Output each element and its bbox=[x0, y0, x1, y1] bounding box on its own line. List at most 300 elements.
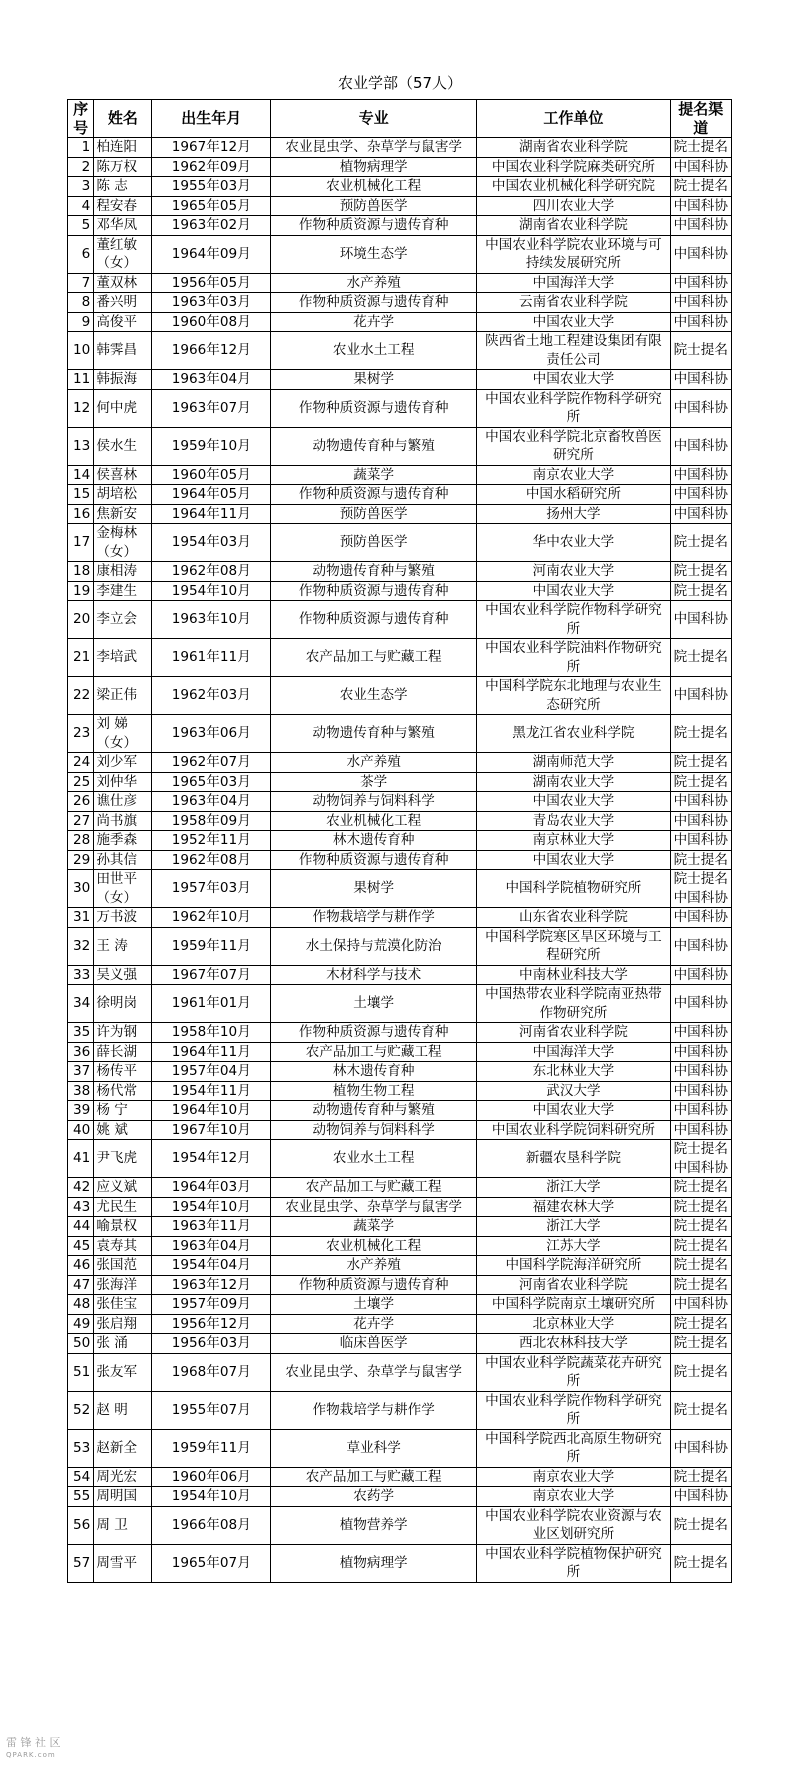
cell-employer: 中国农业大学 bbox=[477, 370, 670, 390]
cell-employer: 中国科学院西北高原生物研究所 bbox=[477, 1429, 670, 1467]
cell-birth: 1963年04月 bbox=[152, 370, 271, 390]
cell-index: 40 bbox=[68, 1120, 94, 1140]
cell-birth: 1963年12月 bbox=[152, 1275, 271, 1295]
cell-employer: 中国农业科学院麻类研究所 bbox=[477, 157, 670, 177]
col-header-birth: 出生年月 bbox=[152, 100, 271, 138]
cell-name: 张国范 bbox=[94, 1256, 152, 1276]
cell-index: 13 bbox=[68, 427, 94, 465]
table-row bbox=[68, 427, 732, 465]
cell-name: 韩霁昌 bbox=[94, 332, 152, 370]
cell-index: 8 bbox=[68, 293, 94, 313]
cell-name: 柏连阳 bbox=[94, 138, 152, 158]
cell-employer: 北京林业大学 bbox=[477, 1314, 670, 1334]
cell-index: 18 bbox=[68, 562, 94, 582]
cell-employer: 湖南农业大学 bbox=[477, 772, 670, 792]
cell-name: 梁正伟 bbox=[94, 677, 152, 715]
cell-major: 水产养殖 bbox=[271, 753, 477, 773]
cell-major: 作物种质资源与遗传育种 bbox=[271, 850, 477, 870]
cell-major: 环境生态学 bbox=[271, 235, 477, 273]
col-header-major: 专业 bbox=[271, 100, 477, 138]
cell-employer: 中国农业科学院植物保护研究所 bbox=[477, 1544, 670, 1582]
cell-birth: 1965年07月 bbox=[152, 1544, 271, 1582]
cell-employer: 湖南师范大学 bbox=[477, 753, 670, 773]
cell-major: 果树学 bbox=[271, 870, 477, 908]
cell-nomination: 中国科协 bbox=[670, 677, 732, 715]
cell-major: 动物饲养与饲料科学 bbox=[271, 792, 477, 812]
cell-major: 水产养殖 bbox=[271, 1256, 477, 1276]
cell-nomination: 中国科协 bbox=[670, 1429, 732, 1467]
cell-index: 29 bbox=[68, 850, 94, 870]
cell-major: 蔬菜学 bbox=[271, 1217, 477, 1237]
cell-birth: 1955年03月 bbox=[152, 177, 271, 197]
cell-index: 51 bbox=[68, 1353, 94, 1391]
cell-major: 植物营养学 bbox=[271, 1506, 477, 1544]
table-row bbox=[68, 370, 732, 390]
cell-birth: 1963年02月 bbox=[152, 216, 271, 236]
table-row bbox=[68, 908, 732, 928]
cell-nomination: 中国科协 bbox=[670, 370, 732, 390]
cell-employer: 中国农业科学院农业资源与农业区划研究所 bbox=[477, 1506, 670, 1544]
cell-major: 农业机械化工程 bbox=[271, 177, 477, 197]
cell-major: 作物种质资源与遗传育种 bbox=[271, 216, 477, 236]
cell-index: 25 bbox=[68, 772, 94, 792]
table-row bbox=[68, 1023, 732, 1043]
cell-nomination: 院士提名 bbox=[670, 1353, 732, 1391]
cell-nomination: 中国科协 bbox=[670, 235, 732, 273]
cell-employer: 中国农业科学院蔬菜花卉研究所 bbox=[477, 1353, 670, 1391]
cell-index: 10 bbox=[68, 332, 94, 370]
cell-index: 6 bbox=[68, 235, 94, 273]
cell-name: 高俊平 bbox=[94, 312, 152, 332]
table-row bbox=[68, 1062, 732, 1082]
cell-birth: 1954年10月 bbox=[152, 1197, 271, 1217]
cell-major: 农业生态学 bbox=[271, 677, 477, 715]
cell-employer: 湖南省农业科学院 bbox=[477, 216, 670, 236]
cell-employer: 中国农业科学院作物科学研究所 bbox=[477, 389, 670, 427]
cell-name: 赵 明 bbox=[94, 1391, 152, 1429]
cell-nomination: 院士提名 bbox=[670, 138, 732, 158]
cell-major: 作物种质资源与遗传育种 bbox=[271, 389, 477, 427]
table-row bbox=[68, 1353, 732, 1391]
table-row bbox=[68, 465, 732, 485]
table-row bbox=[68, 157, 732, 177]
cell-birth: 1954年12月 bbox=[152, 1140, 271, 1178]
cell-nomination: 中国科协 bbox=[670, 1487, 732, 1507]
cell-employer: 中国农业大学 bbox=[477, 1101, 670, 1121]
cell-birth: 1954年10月 bbox=[152, 1487, 271, 1507]
cell-employer: 浙江大学 bbox=[477, 1178, 670, 1198]
cell-employer: 扬州大学 bbox=[477, 504, 670, 524]
cell-birth: 1956年12月 bbox=[152, 1314, 271, 1334]
cell-nomination: 中国科协 bbox=[670, 427, 732, 465]
cell-index: 4 bbox=[68, 196, 94, 216]
cell-name: 金梅林（女） bbox=[94, 524, 152, 562]
cell-name: 应义斌 bbox=[94, 1178, 152, 1198]
cell-employer: 中国科学院东北地理与农业生态研究所 bbox=[477, 677, 670, 715]
cell-name: 何中虎 bbox=[94, 389, 152, 427]
table-row bbox=[68, 753, 732, 773]
cell-major: 茶学 bbox=[271, 772, 477, 792]
cell-index: 23 bbox=[68, 715, 94, 753]
cell-index: 47 bbox=[68, 1275, 94, 1295]
cell-birth: 1959年11月 bbox=[152, 1429, 271, 1467]
cell-birth: 1962年07月 bbox=[152, 753, 271, 773]
cell-name: 薛长湖 bbox=[94, 1042, 152, 1062]
cell-major: 土壤学 bbox=[271, 985, 477, 1023]
cell-nomination: 中国科协 bbox=[670, 312, 732, 332]
table-row bbox=[68, 927, 732, 965]
cell-index: 3 bbox=[68, 177, 94, 197]
cell-nomination: 院士提名 bbox=[670, 1544, 732, 1582]
cell-major: 农产品加工与贮藏工程 bbox=[271, 639, 477, 677]
cell-index: 50 bbox=[68, 1334, 94, 1354]
cell-birth: 1962年09月 bbox=[152, 157, 271, 177]
cell-name: 李培武 bbox=[94, 639, 152, 677]
cell-nomination: 中国科协 bbox=[670, 273, 732, 293]
table-row bbox=[68, 1334, 732, 1354]
cell-major: 林木遗传育种 bbox=[271, 1062, 477, 1082]
cell-nomination: 中国科协 bbox=[670, 792, 732, 812]
cell-nomination: 中国科协 bbox=[670, 1042, 732, 1062]
cell-name: 王 涛 bbox=[94, 927, 152, 965]
cell-major: 作物种质资源与遗传育种 bbox=[271, 581, 477, 601]
cell-major: 水土保持与荒漠化防治 bbox=[271, 927, 477, 965]
cell-birth: 1964年11月 bbox=[152, 1042, 271, 1062]
cell-name: 周光宏 bbox=[94, 1467, 152, 1487]
cell-nomination: 中国科协 bbox=[670, 157, 732, 177]
cell-birth: 1963年10月 bbox=[152, 601, 271, 639]
table-row bbox=[68, 831, 732, 851]
cell-name: 施季森 bbox=[94, 831, 152, 851]
cell-major: 花卉学 bbox=[271, 1314, 477, 1334]
cell-major: 农业水土工程 bbox=[271, 1140, 477, 1178]
cell-nomination: 院士提名 bbox=[670, 753, 732, 773]
cell-employer: 中国农业机械化科学研究院 bbox=[477, 177, 670, 197]
cell-employer: 中国农业大学 bbox=[477, 792, 670, 812]
cell-nomination: 院士提名 bbox=[670, 1334, 732, 1354]
cell-name: 孙其信 bbox=[94, 850, 152, 870]
table-row bbox=[68, 639, 732, 677]
cell-nomination: 中国科协 bbox=[670, 196, 732, 216]
table-row bbox=[68, 715, 732, 753]
cell-nomination: 院士提名 bbox=[670, 581, 732, 601]
cell-major: 预防兽医学 bbox=[271, 504, 477, 524]
table-row bbox=[68, 1197, 732, 1217]
table-row bbox=[68, 1236, 732, 1256]
academician-candidates-table bbox=[67, 99, 732, 1583]
cell-index: 7 bbox=[68, 273, 94, 293]
cell-name: 杨 宁 bbox=[94, 1101, 152, 1121]
cell-index: 34 bbox=[68, 985, 94, 1023]
cell-birth: 1961年01月 bbox=[152, 985, 271, 1023]
table-row bbox=[68, 196, 732, 216]
cell-nomination: 中国科协 bbox=[670, 908, 732, 928]
cell-name: 程安春 bbox=[94, 196, 152, 216]
cell-employer: 黑龙江省农业科学院 bbox=[477, 715, 670, 753]
cell-major: 动物遗传育种与繁殖 bbox=[271, 562, 477, 582]
cell-major: 花卉学 bbox=[271, 312, 477, 332]
table-row bbox=[68, 524, 732, 562]
cell-employer: 云南省农业科学院 bbox=[477, 293, 670, 313]
cell-nomination: 院士提名 中国科协 bbox=[670, 1140, 732, 1178]
cell-employer: 华中农业大学 bbox=[477, 524, 670, 562]
cell-name: 姚 斌 bbox=[94, 1120, 152, 1140]
cell-name: 袁寿其 bbox=[94, 1236, 152, 1256]
cell-index: 1 bbox=[68, 138, 94, 158]
table-row bbox=[68, 1506, 732, 1544]
cell-employer: 中国科学院海洋研究所 bbox=[477, 1256, 670, 1276]
cell-nomination: 院士提名 bbox=[670, 1506, 732, 1544]
cell-name: 焦新安 bbox=[94, 504, 152, 524]
watermark-logo: 雷 锋 社 区 QPARK.com bbox=[6, 1736, 61, 1759]
cell-major: 果树学 bbox=[271, 370, 477, 390]
cell-nomination: 中国科协 bbox=[670, 485, 732, 505]
cell-index: 45 bbox=[68, 1236, 94, 1256]
cell-nomination: 院士提名 bbox=[670, 332, 732, 370]
cell-employer: 中国农业大学 bbox=[477, 850, 670, 870]
cell-index: 20 bbox=[68, 601, 94, 639]
cell-index: 33 bbox=[68, 965, 94, 985]
cell-major: 农业昆虫学、杂草学与鼠害学 bbox=[271, 138, 477, 158]
cell-nomination: 中国科协 bbox=[670, 1062, 732, 1082]
table-row bbox=[68, 772, 732, 792]
cell-birth: 1968年07月 bbox=[152, 1353, 271, 1391]
table-row bbox=[68, 792, 732, 812]
cell-birth: 1966年12月 bbox=[152, 332, 271, 370]
table-row bbox=[68, 1256, 732, 1276]
cell-name: 万书波 bbox=[94, 908, 152, 928]
cell-index: 14 bbox=[68, 465, 94, 485]
cell-name: 陈 志 bbox=[94, 177, 152, 197]
cell-index: 31 bbox=[68, 908, 94, 928]
cell-name: 番兴明 bbox=[94, 293, 152, 313]
cell-birth: 1962年08月 bbox=[152, 850, 271, 870]
cell-name: 吴义强 bbox=[94, 965, 152, 985]
cell-major: 农产品加工与贮藏工程 bbox=[271, 1042, 477, 1062]
cell-name: 徐明岗 bbox=[94, 985, 152, 1023]
cell-birth: 1957年09月 bbox=[152, 1295, 271, 1315]
cell-index: 28 bbox=[68, 831, 94, 851]
cell-birth: 1963年11月 bbox=[152, 1217, 271, 1237]
cell-index: 41 bbox=[68, 1140, 94, 1178]
cell-birth: 1967年12月 bbox=[152, 138, 271, 158]
cell-nomination: 院士提名 bbox=[670, 1197, 732, 1217]
table-row bbox=[68, 1429, 732, 1467]
cell-name: 胡培松 bbox=[94, 485, 152, 505]
cell-birth: 1963年07月 bbox=[152, 389, 271, 427]
cell-major: 植物病理学 bbox=[271, 157, 477, 177]
cell-index: 15 bbox=[68, 485, 94, 505]
cell-major: 作物种质资源与遗传育种 bbox=[271, 485, 477, 505]
cell-nomination: 中国科协 bbox=[670, 1120, 732, 1140]
table-row bbox=[68, 138, 732, 158]
cell-index: 56 bbox=[68, 1506, 94, 1544]
cell-birth: 1961年11月 bbox=[152, 639, 271, 677]
cell-nomination: 中国科协 bbox=[670, 1101, 732, 1121]
cell-nomination: 中国科协 bbox=[670, 1023, 732, 1043]
page-title: 农业学部（57人） bbox=[337, 74, 463, 92]
cell-nomination: 中国科协 bbox=[670, 927, 732, 965]
cell-major: 农业昆虫学、杂草学与鼠害学 bbox=[271, 1197, 477, 1217]
table-row bbox=[68, 1042, 732, 1062]
cell-index: 26 bbox=[68, 792, 94, 812]
cell-index: 36 bbox=[68, 1042, 94, 1062]
table-header-row bbox=[68, 100, 732, 138]
cell-employer: 河南省农业科学院 bbox=[477, 1275, 670, 1295]
cell-index: 39 bbox=[68, 1101, 94, 1121]
cell-index: 52 bbox=[68, 1391, 94, 1429]
cell-major: 土壤学 bbox=[271, 1295, 477, 1315]
cell-employer: 中国水稻研究所 bbox=[477, 485, 670, 505]
cell-birth: 1955年07月 bbox=[152, 1391, 271, 1429]
cell-birth: 1965年03月 bbox=[152, 772, 271, 792]
cell-index: 27 bbox=[68, 811, 94, 831]
cell-birth: 1960年06月 bbox=[152, 1467, 271, 1487]
cell-name: 刘仲华 bbox=[94, 772, 152, 792]
table-row bbox=[68, 1391, 732, 1429]
table-row bbox=[68, 177, 732, 197]
cell-name: 喻景权 bbox=[94, 1217, 152, 1237]
table-row bbox=[68, 485, 732, 505]
cell-name: 张 涌 bbox=[94, 1334, 152, 1354]
cell-index: 54 bbox=[68, 1467, 94, 1487]
cell-major: 林木遗传育种 bbox=[271, 831, 477, 851]
cell-birth: 1963年03月 bbox=[152, 293, 271, 313]
cell-birth: 1958年10月 bbox=[152, 1023, 271, 1043]
col-header-nomination: 提名渠道 bbox=[670, 100, 732, 138]
cell-index: 35 bbox=[68, 1023, 94, 1043]
cell-employer: 南京农业大学 bbox=[477, 1487, 670, 1507]
cell-name: 刘 娣（女） bbox=[94, 715, 152, 753]
cell-major: 农产品加工与贮藏工程 bbox=[271, 1178, 477, 1198]
cell-birth: 1963年06月 bbox=[152, 715, 271, 753]
cell-birth: 1959年11月 bbox=[152, 927, 271, 965]
cell-major: 农业机械化工程 bbox=[271, 811, 477, 831]
col-header-name: 姓名 bbox=[94, 100, 152, 138]
cell-name: 周雪平 bbox=[94, 1544, 152, 1582]
cell-index: 21 bbox=[68, 639, 94, 677]
table-row bbox=[68, 216, 732, 236]
table-row bbox=[68, 811, 732, 831]
cell-nomination: 院士提名 bbox=[670, 1275, 732, 1295]
cell-name: 周明国 bbox=[94, 1487, 152, 1507]
cell-name: 陈万权 bbox=[94, 157, 152, 177]
cell-nomination: 院士提名 bbox=[670, 177, 732, 197]
cell-employer: 中国科学院南京土壤研究所 bbox=[477, 1295, 670, 1315]
cell-name: 尤民生 bbox=[94, 1197, 152, 1217]
cell-name: 刘少军 bbox=[94, 753, 152, 773]
cell-name: 侯水生 bbox=[94, 427, 152, 465]
cell-index: 9 bbox=[68, 312, 94, 332]
cell-name: 董红敏（女） bbox=[94, 235, 152, 273]
cell-employer: 江苏大学 bbox=[477, 1236, 670, 1256]
table-row bbox=[68, 581, 732, 601]
cell-name: 张佳宝 bbox=[94, 1295, 152, 1315]
cell-nomination: 中国科协 bbox=[670, 465, 732, 485]
col-header-employer: 工作单位 bbox=[477, 100, 670, 138]
cell-index: 42 bbox=[68, 1178, 94, 1198]
cell-major: 作物栽培学与耕作学 bbox=[271, 1391, 477, 1429]
cell-index: 44 bbox=[68, 1217, 94, 1237]
cell-employer: 东北林业大学 bbox=[477, 1062, 670, 1082]
cell-major: 蔬菜学 bbox=[271, 465, 477, 485]
table-row bbox=[68, 1467, 732, 1487]
cell-birth: 1957年03月 bbox=[152, 870, 271, 908]
cell-index: 46 bbox=[68, 1256, 94, 1276]
cell-birth: 1957年04月 bbox=[152, 1062, 271, 1082]
table-row bbox=[68, 870, 732, 908]
cell-employer: 中国农业大学 bbox=[477, 581, 670, 601]
cell-nomination: 院士提名 bbox=[670, 1178, 732, 1198]
cell-index: 12 bbox=[68, 389, 94, 427]
cell-employer: 南京林业大学 bbox=[477, 831, 670, 851]
table-row bbox=[68, 235, 732, 273]
cell-birth: 1954年04月 bbox=[152, 1256, 271, 1276]
cell-birth: 1962年10月 bbox=[152, 908, 271, 928]
cell-index: 38 bbox=[68, 1081, 94, 1101]
cell-employer: 福建农林大学 bbox=[477, 1197, 670, 1217]
cell-employer: 中国科学院寒区旱区环境与工程研究所 bbox=[477, 927, 670, 965]
cell-birth: 1954年03月 bbox=[152, 524, 271, 562]
cell-nomination: 中国科协 bbox=[670, 216, 732, 236]
cell-birth: 1963年04月 bbox=[152, 792, 271, 812]
cell-employer: 中国农业科学院农业环境与可持续发展研究所 bbox=[477, 235, 670, 273]
cell-index: 55 bbox=[68, 1487, 94, 1507]
cell-birth: 1960年05月 bbox=[152, 465, 271, 485]
cell-name: 周 卫 bbox=[94, 1506, 152, 1544]
cell-employer: 中国科学院植物研究所 bbox=[477, 870, 670, 908]
cell-major: 预防兽医学 bbox=[271, 524, 477, 562]
cell-birth: 1965年05月 bbox=[152, 196, 271, 216]
cell-employer: 山东省农业科学院 bbox=[477, 908, 670, 928]
table-row bbox=[68, 1544, 732, 1582]
cell-index: 49 bbox=[68, 1314, 94, 1334]
cell-index: 53 bbox=[68, 1429, 94, 1467]
cell-birth: 1967年07月 bbox=[152, 965, 271, 985]
table-row bbox=[68, 504, 732, 524]
table-row bbox=[68, 1275, 732, 1295]
table-row bbox=[68, 562, 732, 582]
cell-major: 木材科学与技术 bbox=[271, 965, 477, 985]
cell-nomination: 中国科协 bbox=[670, 1081, 732, 1101]
table-row bbox=[68, 1101, 732, 1121]
table-row bbox=[68, 293, 732, 313]
table-row bbox=[68, 1295, 732, 1315]
cell-nomination: 院士提名 bbox=[670, 1314, 732, 1334]
cell-employer: 中国海洋大学 bbox=[477, 1042, 670, 1062]
cell-employer: 新疆农垦科学院 bbox=[477, 1140, 670, 1178]
cell-name: 许为钢 bbox=[94, 1023, 152, 1043]
cell-name: 谯仕彦 bbox=[94, 792, 152, 812]
cell-nomination: 中国科协 bbox=[670, 811, 732, 831]
cell-nomination: 中国科协 bbox=[670, 1295, 732, 1315]
cell-major: 作物种质资源与遗传育种 bbox=[271, 1023, 477, 1043]
cell-index: 2 bbox=[68, 157, 94, 177]
table-row bbox=[68, 1487, 732, 1507]
cell-birth: 1964年05月 bbox=[152, 485, 271, 505]
table-row bbox=[68, 1314, 732, 1334]
table-row bbox=[68, 273, 732, 293]
cell-nomination: 院士提名 bbox=[670, 1391, 732, 1429]
col-header-index: 序号 bbox=[68, 100, 94, 138]
cell-name: 张海洋 bbox=[94, 1275, 152, 1295]
cell-nomination: 中国科协 bbox=[670, 601, 732, 639]
cell-major: 水产养殖 bbox=[271, 273, 477, 293]
cell-name: 尚书旗 bbox=[94, 811, 152, 831]
cell-name: 李建生 bbox=[94, 581, 152, 601]
cell-name: 侯喜林 bbox=[94, 465, 152, 485]
cell-major: 动物遗传育种与繁殖 bbox=[271, 427, 477, 465]
